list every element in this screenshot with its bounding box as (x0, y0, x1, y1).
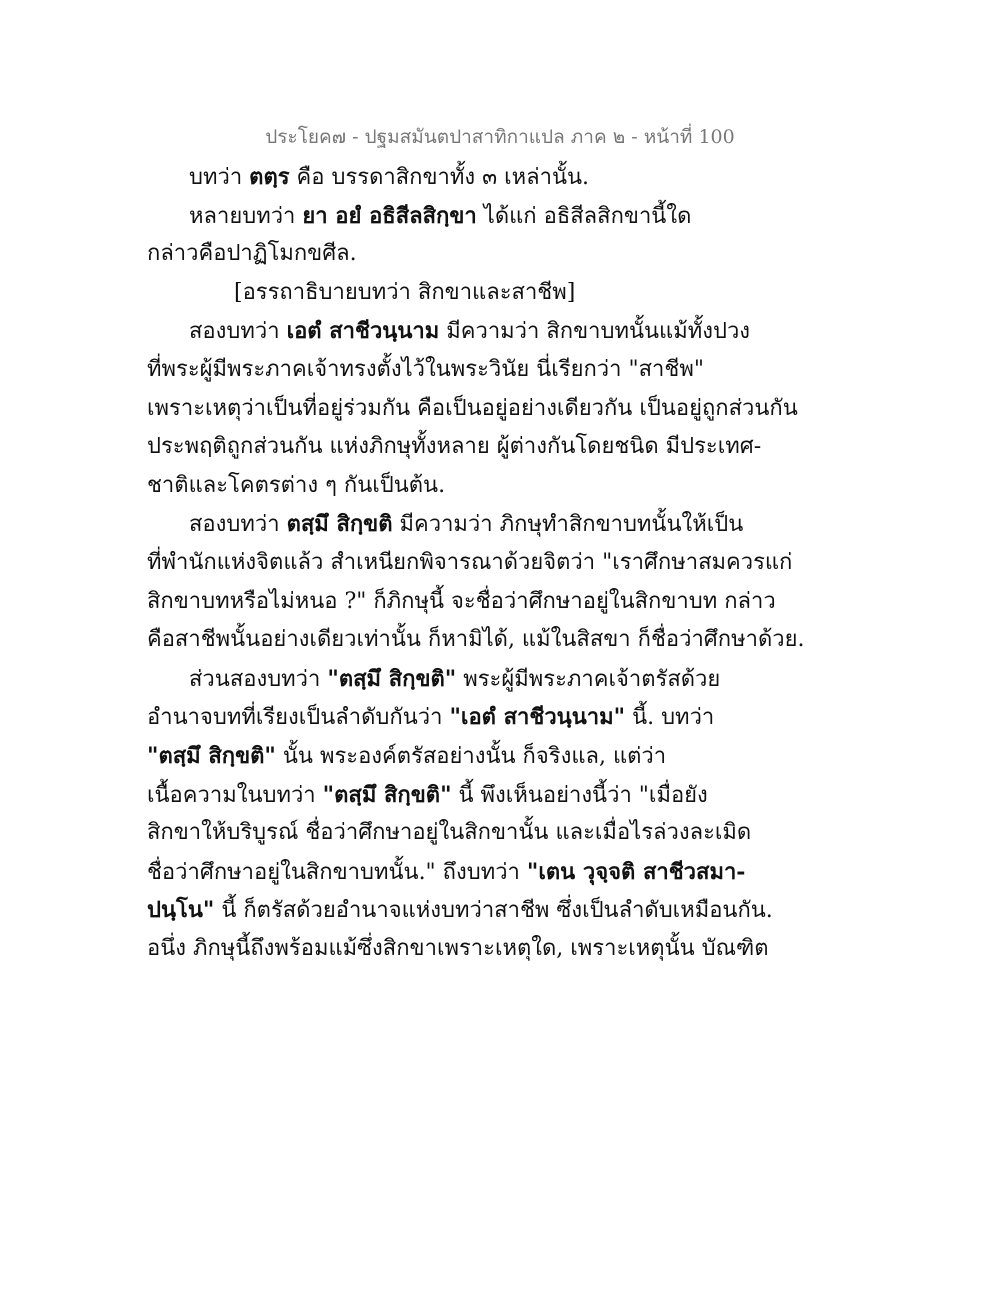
text-segment: บทว่า (189, 165, 250, 190)
text-segment: พระผู้มีพระภาคเจ้าตรัสด้วย (456, 666, 721, 692)
text-segment: สิกขาบทหรือไม่หนอ ?" ก็ภิกษุนี้ จะชื่อว่าศึกษาอยู่ในสิกขาบท กล่าว (147, 588, 776, 614)
bold-term: ยา อยํ อธิสีลสิกฺขา (302, 202, 477, 229)
text-segment: [อรรถาธิบายบทว่า สิกขาและสาชีพ] (234, 279, 576, 305)
text-segment: สองบทว่า (189, 319, 287, 345)
text-line (147, 930, 867, 969)
bold-term: "ตสฺมึ สิกฺขติ" (327, 665, 457, 692)
text-segment: นี้ พึงเห็นอย่างนี้ว่า "เมื่อยัง (451, 782, 708, 808)
text-line (147, 698, 867, 737)
text-line (147, 505, 867, 544)
text-segment: ชาติและโคตรต่าง ๆ กันเป็นต้น. (147, 472, 446, 498)
bold-term: เอตํ สาชีวนฺนาม (286, 318, 440, 345)
text-line (147, 660, 867, 699)
text-line (147, 467, 867, 506)
body-text (147, 158, 867, 968)
text-segment: กล่าวคือปาฏิโมกขศีล. (147, 241, 357, 267)
text-segment: ชื่อว่าศึกษาอยู่ในสิกขาบทนั้น." ถึงบทว่า (147, 859, 527, 885)
text-segment: ส่วนสองบทว่า (189, 666, 328, 692)
bold-term: "ตสฺมึ สิกฺขติ" (322, 781, 452, 808)
bold-term: ตสฺมึ สิกฺขติ (286, 511, 393, 538)
text-line (147, 351, 867, 390)
text-segment: อำนาจบทที่เรียงเป็นลำดับกันว่า (147, 705, 450, 731)
text-line (147, 544, 867, 583)
text-segment: เพราะเหตุว่าเป็นที่อยู่ร่วมกัน คือเป็นอยู่อย่างเดียวกัน เป็นอยู่ถูกส่วนกัน (147, 395, 798, 421)
text-segment: เนื้อความในบทว่า (147, 782, 323, 808)
text-segment: สิกขาให้บริบูรณ์ ชื่อว่าศึกษาอยู่ในสิกขานั้น และเมื่อไรล่วงละเมิด (147, 820, 752, 846)
text-line (147, 891, 867, 930)
page-header: ประโยค๗ - ปฐมสมันตปาสาทิกาแปล ภาค ๒ - หน้าที่ 100 (265, 126, 735, 148)
text-segment: สองบทว่า (189, 512, 287, 538)
text-line (147, 312, 867, 351)
text-line (147, 621, 867, 660)
text-line (147, 853, 867, 892)
text-segment: มีความว่า ภิกษุทำสิกขาบทนั้นให้เป็น (392, 512, 744, 538)
text-segment: ที่พระผู้มีพระภาคเจ้าทรงตั้งไว้ในพระวินัย นี่เรียกว่า "สาชีพ" (147, 356, 704, 382)
text-line (147, 197, 867, 236)
text-segment: นี้. บทว่า (625, 705, 715, 731)
bold-term: ตตฺร (249, 164, 290, 190)
text-segment: คือสาชีพนั้นอย่างเดียวเท่านั้น ก็หามิได้, แม้ในสิสขา ก็ชื่อว่าศึกษาด้วย. (147, 627, 805, 653)
text-segment: นี้ ก็ตรัสด้วยอำนาจแห่งบทว่าสาชีพ ซึ่งเป็นลำดับเหมือนกัน. (214, 898, 773, 924)
text-line (147, 737, 867, 776)
text-segment: ที่พำนักแห่งจิตแล้ว สำเหนียกพิจารณาด้วยจิตว่า "เราศึกษาสมควรแก่ (147, 549, 793, 575)
bold-term: "เตน วุจฺจติ สาชีวสมา- (526, 858, 746, 885)
text-line (147, 390, 867, 429)
text-segment: คือ บรรดาสิกขาทั้ง ๓ เหล่านั้น. (289, 165, 590, 190)
text-segment: หลายบทว่า (189, 203, 303, 229)
text-segment: ประพฤติถูกส่วนกัน แห่งภิกษุทั้งหลาย ผู้ต่างกันโดยชนิด มีประเทศ- (147, 434, 762, 460)
text-segment: ได้แก่ อธิสีลสิกขานี้ใด (476, 203, 692, 229)
text-line (147, 158, 867, 197)
text-line (147, 428, 867, 467)
text-line (147, 583, 867, 622)
text-line (147, 814, 867, 853)
text-segment: นั้น พระองค์ตรัสอย่างนั้น ก็จริงแล, แต่ว่า (275, 743, 667, 769)
bold-term: "เอตํ สาชีวนฺนาม" (449, 704, 626, 731)
bold-term: ปนฺโน" (147, 897, 215, 924)
bold-term: "ตสฺมึ สิกฺขติ" (147, 742, 276, 769)
text-segment: อนึ่ง ภิกษุนี้ถึงพร้อมแม้ซึ่งสิกขาเพราะเหตุใด, เพราะเหตุนั้น บัณฑิต (147, 935, 769, 961)
text-line (147, 776, 867, 815)
section-heading (147, 274, 867, 313)
text-line (147, 235, 867, 274)
text-segment: มีความว่า สิกขาบทนั้นแม้ทั้งปวง (439, 319, 751, 345)
